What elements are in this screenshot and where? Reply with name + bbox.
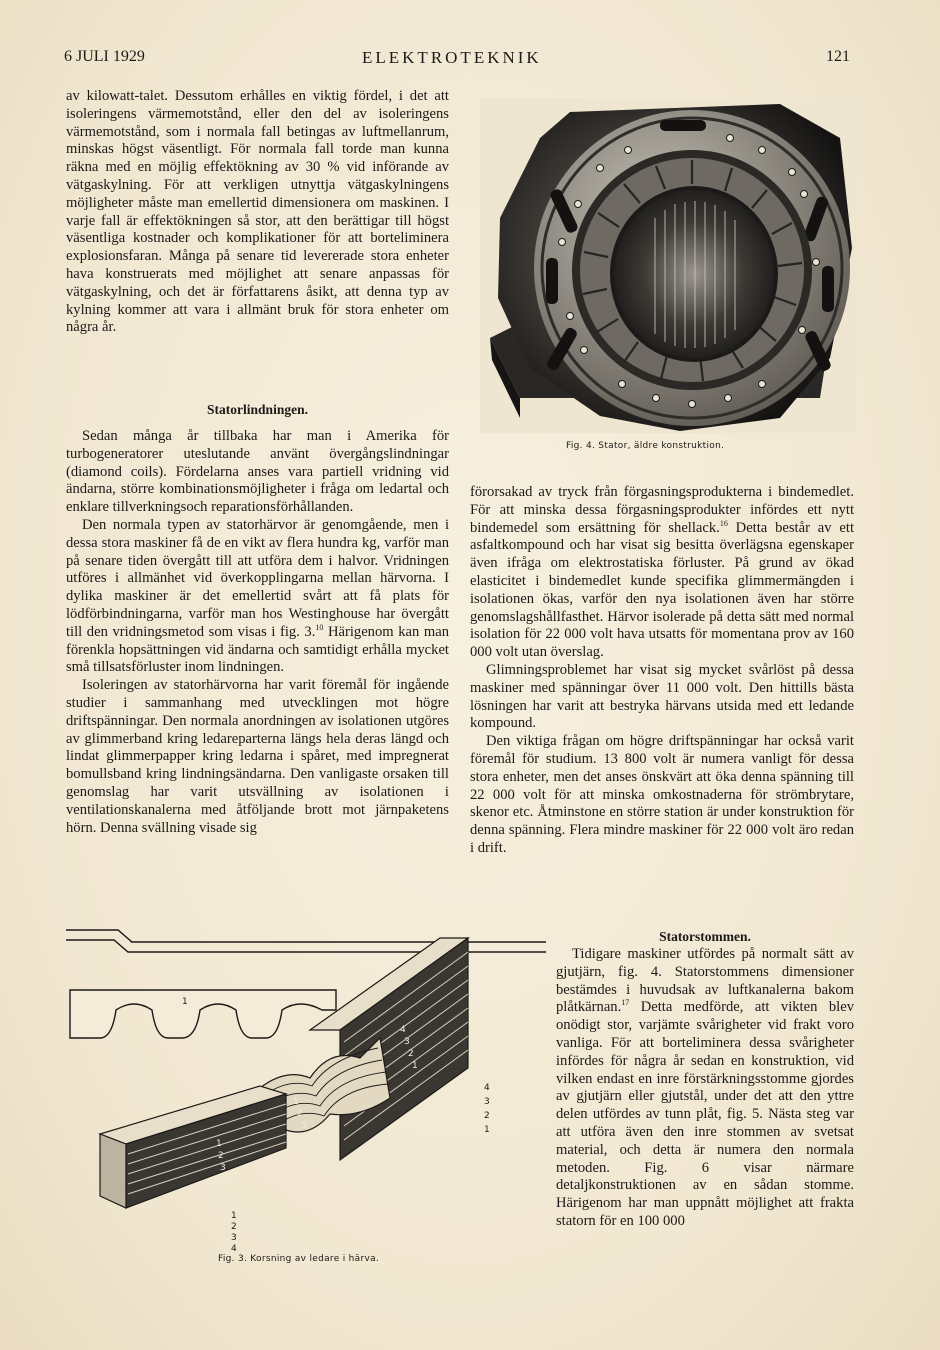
left-column-statorlindningen — [66, 428, 449, 837]
text: Tidigare maskiner utfördes på normalt sätt av gjutjärn, fig. 4. Statorstommens dimensioner bestämdes i huvudsak av luftkanalerna bakom plåtkärnan. — [556, 946, 854, 1016]
number-label: 3 — [301, 1121, 307, 1131]
number-label: 1 — [412, 1061, 418, 1071]
header-date: 6 JULI 1929 — [64, 48, 145, 65]
text: Detta medförde, att vikten blev onödigt stor, varjämte svårigheter vid frakt voro vanliga. För att borteliminera dessa svårigheter infördes för några år sedan en konstruktion, vid vilken endast en inre förstärkningsstomme gjordes av gjutjärn eller gjutstål, under det att den yttre delen utfördes av tunn plåt, fig. 5. Nästa steg var att utföra även den inre stommen av svetsat material, och detta är numera den normala metoden. Fig. 6 visar närmare detaljkonstruktionen av en sådan stomme. Härigenom har man uppnått möjlighet att frakta statorn för en 100 000 — [556, 999, 854, 1229]
number-label: 3 — [231, 1233, 237, 1243]
right-number-labels — [484, 1083, 490, 1135]
footnote-ref: 10 — [315, 622, 324, 632]
number-label: 3 — [220, 1163, 226, 1173]
number-label: 2 — [218, 1151, 224, 1161]
section-heading-statorstommen: Statorstommen. — [659, 929, 751, 944]
paragraph — [470, 484, 854, 662]
paragraph: Glimningsproblemet har visat sig mycket svårlöst på dessa maskiner med spänningar över 11 000 volt. Den hittills bästa lösningen har varit att bestryka härvans utsida med ett ledande kompound. — [470, 661, 854, 732]
strip-outline — [66, 940, 546, 942]
right-column-statorstommen — [556, 946, 854, 1231]
text: Detta består av ett asfaltkompound och har visat sig besitta överlägsna egenskaper även ifråga om elektrostatiska förluster. På grund av ökad elasticitet i bindemedlet kunde specifika glimmermängden i isolationen ökas, varför den nya isolationen även har större genomslagshållfasthet. Härvor isolerade på detta sätt med normal isolation för 22 000 volt hava utsatts för momentana prov av 160 000 volt utan överslag. — [470, 519, 854, 661]
paragraph: Sedan många år tillbaka har man i Amerika för turbogeneratorer uteslutande använt övergångslindningar (diamond coils). Fördelarna anses vara partiell vridning vid ändarna, större kombinationsmöjligheter i fråga om ledartal och enklare tillverkningsoch reparationsförhållanden. — [66, 428, 449, 516]
number-label: 4 — [231, 1244, 237, 1252]
number-label: 4 — [305, 1133, 311, 1143]
text: Härigenom kan man förenkla hopsättningen vid ändarna och samtidigt erhålla mycket små tillsatsförluster inom lindningen. — [66, 623, 449, 676]
paragraph: Den viktiga frågan om högre driftspänningar har också varit föremål för studium. 13 800 volt är numera vanligt för dessa stora enheter, men det anses önskvärt att öka denna spänning till 22 000 volt för att minska omkostnaderna för strömbrytare, skenor etc. Åtminstone en större station är under konstruktion för denna spänning. Flera mindre maskiner för 22 000 volt äro redan i drift. — [470, 733, 854, 856]
number-label: 2 — [408, 1049, 414, 1059]
footnote-ref: 17 — [621, 998, 630, 1008]
paragraph — [66, 517, 449, 677]
number-label: 1 — [484, 1125, 490, 1135]
conductor-crossing-drawing — [60, 918, 546, 1252]
paragraph: Isoleringen av statorhärvorna har varit föremål för ingående studier i sammanhang med utvecklingen mot högre driftspänningar. Den normala anordningen av isolationen utgöres av glimmerband kring ledareparterna längs hela deras längd och lindat glimmerpapper kring ledarna i spåret, med impregnerat bomullsband kring lindningsändarna. Den vanligaste orsaken till genomslag har varit utsvällning av isolationen i ventilationskanalerna med åtföljande brott mot järnpaketens hörn. Denna svällning visade sig — [66, 677, 449, 836]
number-label: 1 — [216, 1139, 222, 1149]
right-column-upper — [470, 484, 854, 858]
number-label: 1 — [231, 1211, 237, 1221]
strip-label: 1 — [182, 997, 188, 1007]
number-label: 4 — [484, 1083, 490, 1093]
stator-photo — [480, 98, 856, 433]
left-column-intro — [66, 88, 449, 337]
header-page-number: 121 — [826, 48, 850, 65]
number-label: 4 — [400, 1025, 406, 1035]
header-journal-title: ELEKTROTEKNIK — [362, 48, 542, 67]
paragraph: av kilowatt-talet. Dessutom erhålles en viktig fördel, i det att isoleringens värmemotstånd, eller den del av isoleringens värmemotstånd, som i normala fall betingas av luftmellanrum, minskas högst väsentligt. För normala fall torde man kunna räkna med en möjlig effektökning av 30 % vid införande av vätgaskylning. För att verkligen utnyttja vätgaskylningens möjligheter måste man emellertid dimensionera om maskinen. I varje fall är effektökningen så stor, att den berättigar till högst väsentliga kostnader och komplikationer för att borteliminera explosionsfaran. Många på senare tid levererade stora enheter hava konstruerats med möjlighet att senare anpassas för vätgaskylning, och det är författarens åsikt, att denna typ av kylning kommer att vara i allmänt bruk för stora enheter om några år. — [66, 88, 449, 336]
number-label: 2 — [484, 1111, 490, 1121]
strip-outline — [66, 930, 546, 942]
caption-fig4: Fig. 4. Stator, äldre konstruktion. — [566, 441, 725, 451]
number-label: 1 — [293, 1097, 299, 1107]
number-label: 3 — [484, 1097, 490, 1107]
bar-end-face — [100, 1134, 126, 1208]
bottom-number-labels — [231, 1211, 237, 1252]
section-heading-statorlindningen: Statorlindningen. — [207, 402, 308, 417]
number-label: 3 — [404, 1037, 410, 1047]
caption-fig3: Fig. 3. Korsning av ledare i härva. — [218, 1254, 380, 1264]
number-label: 4 — [222, 1175, 228, 1185]
paragraph — [556, 946, 854, 1231]
number-label: 2 — [297, 1109, 303, 1119]
number-label: 2 — [231, 1222, 237, 1232]
footnote-ref: 16 — [719, 518, 728, 528]
text: förorsakad av tryck från förgasningsprodukterna i bindemedlet. För att minska dessa förgasningsprodukter infördes ett nytt bindemedel som ersättning för shellack. — [470, 484, 854, 536]
arched-strip — [70, 990, 336, 1038]
text: Den normala typen av statorhärvor är genomgående, men i dessa stora maskiner få de en vikt av flera hundra kg, varför man på senare tiden övergått till att utföra dem i halvor. Vridningen utföres i allmänhet vid överkopplingarna mellan härvorna. I dylika maskiner är det emellertid svårt att få plats för lödförbindningarna, varför man hos Westinghouse har övergått till den vridningsmetod som visas i fig. 3. — [66, 516, 449, 640]
